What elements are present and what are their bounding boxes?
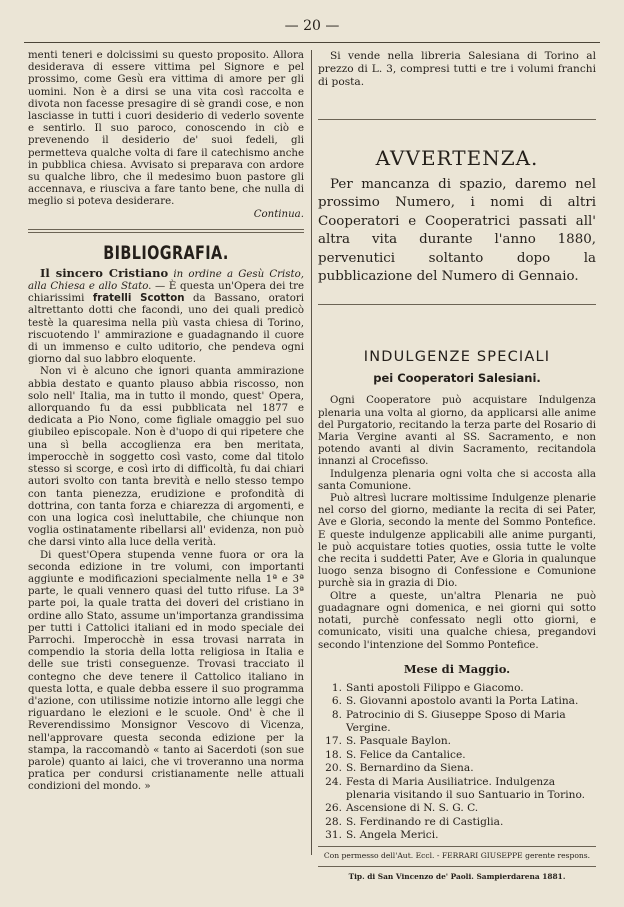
column-divider <box>311 50 312 855</box>
intro-paragraph: menti teneri e dolcissimi su questo proposito. Allora desiderava di essere vittima pel Signore e pel prossimo, come Gesù era vittima di amore per gli uomini. Non è a dirsi se una vita così raccolta e divota non facesse presagire di sè grandi cose, e non lasciasse in tutti i cuori desiderio di vederlo sovente e sentirlo. Il suo paroco, conoscendo in ciò e prevenendo il desiderio de' suoi fedeli, gli permetteva qualche volta di fare il catechismo anche in pubblica chiesa. Avvisato si preparava con ardore su qualche libro, che il medesimo buon pastore gli accennava, e riusciva a fare tanto bene, che nulla di meglio si poteva desiderare. <box>28 50 304 208</box>
feast-item: 17. S. Pasquale Baylon. <box>325 735 452 748</box>
feast-item: 6. S. Giovanni apostolo avanti la Porta Latina. <box>331 695 579 708</box>
right-column <box>318 50 596 843</box>
sale-note: Si vende nella libreria Salesiana di Torino al prezzo di L. 3, compresi tutti e tre i volumi franchi di posta. <box>318 50 596 88</box>
indulgenze-paragraph: Può altresì lucrare moltissime Indulgenze plenarie nel corso del giorno, mediante la recita di sei Pater, Ave e Gloria, secondo la mente del Sommo Pontefice. E queste indulgenze applicabili alle anime purganti, le può acquistare toties quoties, ossia tutte le volte che recita i suddetti Pater, Ave e Gloria in qualunque luogo senza bisogno di Confessione e Comunione purchè sia in grazia di Dio. <box>318 493 596 590</box>
feast-item: 20. S. Bernardino da Siena. <box>325 762 474 775</box>
page-number: — 20 — <box>284 18 340 34</box>
mese-di-maggio-heading: Mese di Maggio. <box>403 661 511 676</box>
book-title: Il sincero Cristiano <box>40 265 169 280</box>
permission-line: Con permesso dell'Aut. Eccl. - FERRARI GIUSEPPE gerente respons. <box>323 851 591 860</box>
header-rule <box>24 42 600 43</box>
feast-list <box>318 682 596 843</box>
authors-name: fratelli Scotton <box>92 293 185 305</box>
book-intro-text: — È questa un'Opera dei tre chiarissimi <box>28 281 305 305</box>
feast-item: 31. S. Angela Merici. <box>325 829 439 842</box>
section-rule <box>28 229 304 230</box>
bibliografia-lead-paragraph <box>28 267 304 367</box>
book-intro-end: da Bassano, oratori altrettanto dotti che facondi, uno dei quali predicò testè la quaresima nella più vasta chiesa di Torino, riscuotendo l' ammirazione e guadagnando il cuore di un immenso e culto uditorio, che pendeva ogni giorno dal suo labbro eloquente. <box>28 293 305 366</box>
avvertenza-heading: AVVERTENZA. <box>375 146 539 170</box>
indulgenze-heading: INDULGENZE SPECIALI <box>363 349 551 366</box>
feast-item: 1. Santi apostoli Filippo e Giacomo. <box>331 681 524 694</box>
printer-line: Tip. di San Vincenzo de' Paoli. Sampierdarena 1881. <box>348 872 566 881</box>
indulgenze-paragraph: Oltre a queste, un'altra Plenaria ne può guadagnare ogni domenica, e nei giorni qui sotto notati, purchè confessato negli otto giorni, e comunicato, visiti una qualche chiesa, pregandovi secondo l'intenzione del Sommo Pontefice. <box>318 590 596 651</box>
feast-item: 26. Ascensione di N. S. G. C. <box>325 802 479 815</box>
feast-item: 8. Patrocinio di S. Giuseppe Sposo di Maria Vergine. <box>331 708 566 734</box>
feast-item: 18. S. Felice da Cantalice. <box>325 748 466 761</box>
footer-rule-2 <box>318 866 596 867</box>
indulgenze-paragraph: Ogni Cooperatore può acquistare Indulgenza plenaria una volta al giorno, da applicarsi alle anime del Purgatorio, recitando la terza parte del Rosario di Maria Vergine avanti al SS. Sacramento, e non potendo avanti al divin Sacramento, recitandola innanzi al Crocefisso. <box>318 395 596 468</box>
bibliografia-paragraph: Di quest'Opera stupenda venne fuora or ora la seconda edizione in tre volumi, con importanti aggiunte e modificazioni specialmente nella 1ª e 3ª parte, le quali vennero quasi del tutto rifuse. La 3ª parte poi, la quale tratta dei doveri del cristiano in ordine allo Stato, assume un'importanza grandissima per tutti i Cattolici italiani ed in modo speciale dei Parrochi. Imperocchè in essa trovasi narrata in compendio la storia della lotta religiosa in Italia e delle sue tristi conseguenze. Trovasi tracciato il contegno che deve tenere il Cattolico italiano in questa lotta, e quale debba essere il suo programma d'azione, con utilissime notizie intorno alle leggi che riguardano le elezioni e le scuole. Ond' è che il Reverendissimo Monsignor Vescovo di Vicenza, nell'approvare questa seconda edizione per la stampa, la raccomandò « tanto ai Sacerdoti (son sue parole) quanto ai laici, che vi troveranno una norma pratica per condursi cristianamente nelle attuali condizioni del mondo. » <box>28 549 304 793</box>
continua-label: Continua. <box>253 208 304 220</box>
indulgenze-paragraph: Indulgenza plenaria ogni volta che si accosta alla santa Comunione. <box>318 468 596 492</box>
bibliografia-paragraph: Non vi è alcuno che ignori quanta ammirazione abbia destato e quanto plauso abbia riscosso, non solo nell' Italia, ma in tutto il mondo, quest' Opera, allorquando fu da essi pubblicata nel 1877 e dedicata a Pio Nono, come figliale omaggio pel suo giubileo episcopale. Non è d'uopo di qui ripetere che una sì bella accoglienza era ben meritata, imperocchè in soggetto così vasto, come dal titolo stesso si scorge, e così irto di difficoltà, fu dai chiari autori svolto con tanta brevità e nello stesso tempo con tanta pienezza, erudizione e profondità di dottrina, con tanta forza e chiarezza di argomenti, e con una logica così ineluttabile, che chiunque non voglia ostinatamente ribellarsi all' evidenza, non può che darsi vinto alla luce della verità. <box>28 366 304 549</box>
left-column <box>28 50 304 794</box>
book-subtitle: in ordine a Gesù Cristo, alla Chiesa e allo Stato. <box>28 268 304 293</box>
bibliografia-heading: BIBLIOGRAFIA. <box>103 242 229 264</box>
avvertenza-body: Per mancanza di spazio, daremo nel prossimo Numero, i nomi di altri Cooperatori e Cooperatrici passati all' altra vita durante l'anno 1880, pervenutici soltanto dopo la pubblicazione del Numero di Gennaio. <box>318 177 596 285</box>
feast-item: 28. S. Ferdinando re di Castiglia. <box>325 815 504 828</box>
feast-item: 24. Festa di Maria Ausiliatrice. Indulgenza plenaria visitando il suo Santuario in Torino. <box>325 775 586 801</box>
indulgenze-subheading: pei Cooperatori Salesiani. <box>373 371 541 386</box>
footer-rule <box>318 846 596 847</box>
